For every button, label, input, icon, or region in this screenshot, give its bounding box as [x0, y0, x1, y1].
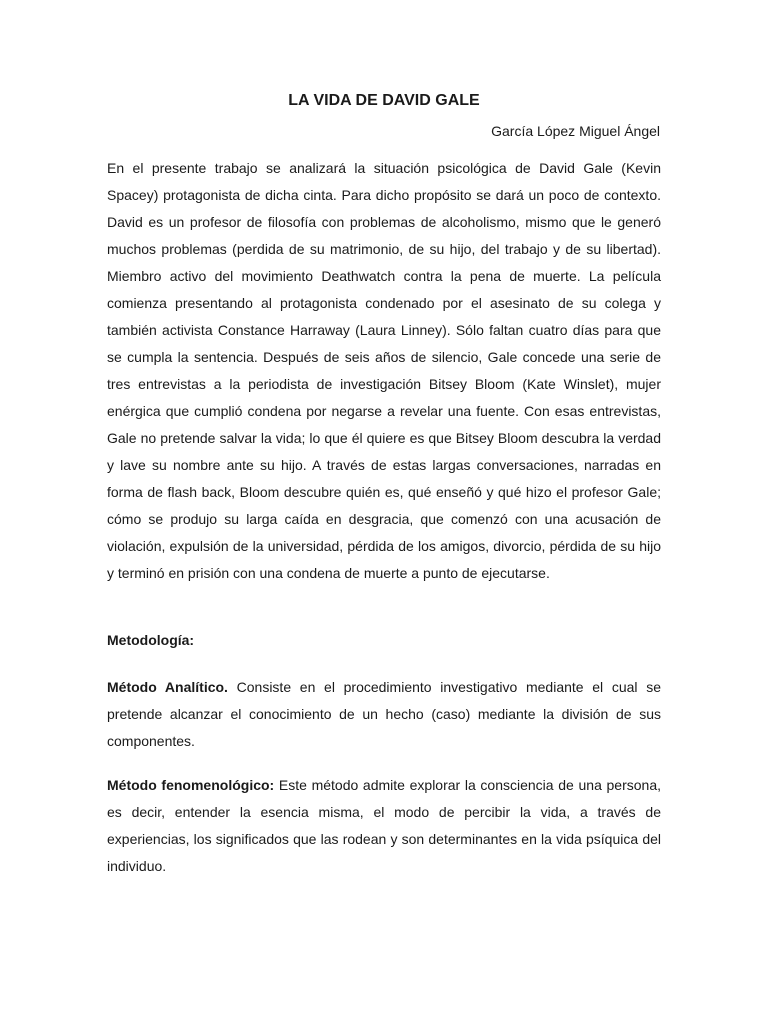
phenomenological-method-paragraph	[107, 772, 661, 880]
analytic-method-text: Consiste en el procedimiento investigativo mediante el cual se pretende alcanzar el conocimiento de un hecho (caso) mediante la división de sus componentes.	[107, 679, 661, 749]
analytic-method-paragraph	[107, 674, 661, 755]
phenomenological-method-label: Método fenomenológico:	[107, 777, 275, 793]
methodology-heading: Metodología:	[107, 632, 195, 648]
analytic-method-label: Método Analítico.	[107, 679, 228, 695]
phenomenological-method-text: Este método admite explorar la consciencia de una persona, es decir, entender la esencia misma, el modo de percibir la vida, a través de experiencias, los significados que las rodean y son determinantes en la vida psíquica del individuo.	[107, 777, 661, 874]
intro-paragraph: En el presente trabajo se analizará la situación psicológica de David Gale (Kevin Spacey) protagonista de dicha cinta. Para dicho propósito se dará un poco de contexto. David es un profesor de filosofía con problemas de alcoholismo, mismo que le generó muchos problemas (perdida de su matrimonio, de su hijo, del trabajo y de su libertad). Miembro activo del movimiento Deathwatch contra la pena de muerte. La película comienza presentando al protagonista condenado por el asesinato de su colega y también activista Constance Harraway (Laura Linney). Sólo faltan cuatro días para que se cumpla la sentencia. Después de seis años de silencio, Gale concede una serie de tres entrevistas a la periodista de investigación Bitsey Bloom (Kate Winslet), mujer enérgica que cumplió condena por negarse a revelar una fuente. Con esas entrevistas, Gale no pretende salvar la vida; lo que él quiere es que Bitsey Bloom descubra la verdad y lave su nombre ante su hijo. A través de estas largas conversaciones, narradas en forma de flash back, Bloom descubre quién es, qué enseñó y qué hizo el profesor Gale; cómo se produjo su larga caída en desgracia, que comenzó con una acusación de violación, expulsión de la universidad, pérdida de los amigos, divorcio, pérdida de su hijo y terminó en prisión con una condena de muerte a punto de ejecutarse.	[107, 160, 661, 581]
document-title: LA VIDA DE DAVID GALE	[288, 92, 480, 109]
author-name: García López Miguel Ángel	[491, 123, 660, 139]
